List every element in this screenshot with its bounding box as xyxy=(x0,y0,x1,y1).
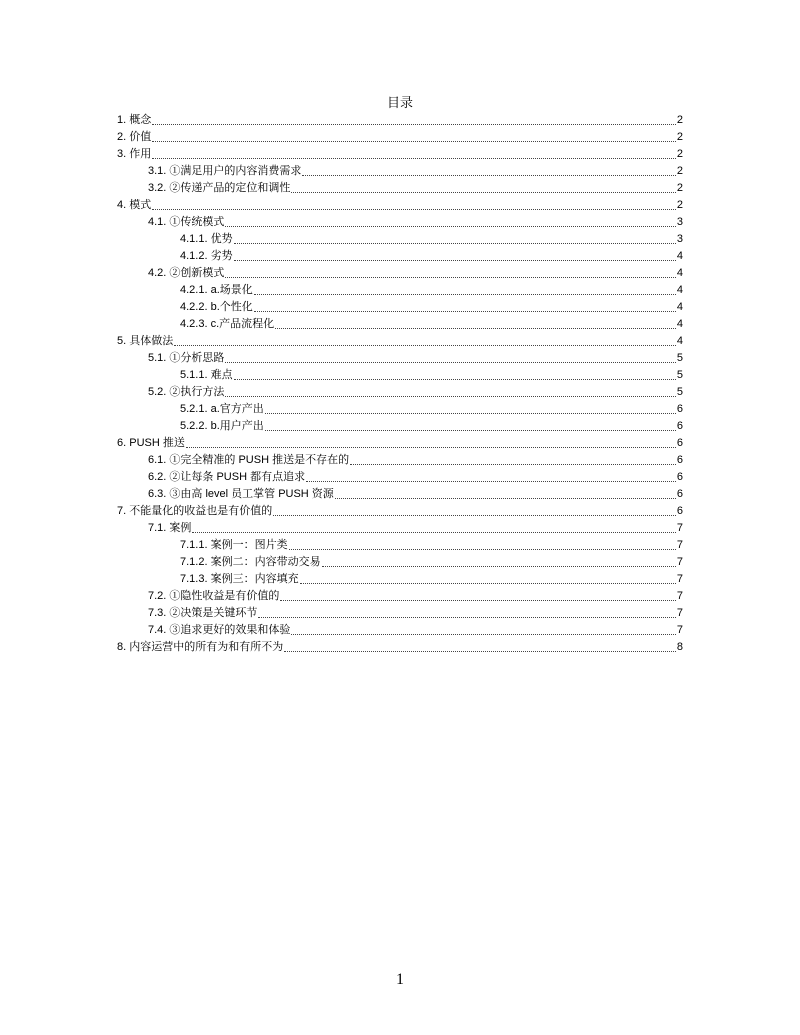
toc-dot-leader xyxy=(300,583,676,584)
toc-entry-label: 4.1.2. 劣势 xyxy=(180,250,233,262)
toc-dot-leader xyxy=(234,260,676,261)
toc-entry-label: 5.1.1. 难点 xyxy=(180,369,233,381)
toc-entry[interactable] xyxy=(117,180,683,197)
toc-entry-page-number: 4 xyxy=(676,301,683,313)
toc-entry-label: 7.2. ①隐性收益是有价值的 xyxy=(148,590,280,602)
toc-entry-page-number: 4 xyxy=(676,318,683,330)
toc-entry[interactable] xyxy=(117,639,683,656)
toc-entry-page-number: 2 xyxy=(676,114,683,126)
toc-entry-page-number: 2 xyxy=(676,165,683,177)
toc-dot-leader xyxy=(265,430,676,431)
toc-entry-page-number: 5 xyxy=(676,352,683,364)
toc-dot-leader xyxy=(192,532,675,533)
toc-entry-page-number: 7 xyxy=(676,624,683,636)
toc-entry-label: 6.1. ①完全精准的 PUSH 推送是不存在的 xyxy=(148,454,350,466)
toc-dot-leader xyxy=(254,311,676,312)
page-number: 1 xyxy=(396,971,404,988)
toc-entry-page-number: 7 xyxy=(676,522,683,534)
toc-entry-page-number: 7 xyxy=(676,539,683,551)
toc-entry-label: 6.2. ②让每条 PUSH 都有点追求 xyxy=(148,471,306,483)
toc-entry[interactable] xyxy=(117,401,683,418)
toc-entry[interactable] xyxy=(117,146,683,163)
toc-dot-leader xyxy=(302,175,675,176)
toc-entry[interactable] xyxy=(117,605,683,622)
toc-entry-page-number: 4 xyxy=(676,250,683,262)
toc-dot-leader xyxy=(225,226,675,227)
toc-entry-label: 1. 概念 xyxy=(117,114,152,126)
toc-entry[interactable] xyxy=(117,520,683,537)
toc-title: 目录 xyxy=(386,95,413,110)
toc-entry-page-number: 8 xyxy=(676,641,683,653)
toc-entry-label: 7.1.2. 案例二：内容带动交易 xyxy=(180,556,321,568)
toc-dot-leader xyxy=(280,600,675,601)
toc-entry[interactable] xyxy=(117,248,683,265)
toc-entry[interactable] xyxy=(117,299,683,316)
toc-entry-page-number: 6 xyxy=(676,403,683,415)
toc-dot-leader xyxy=(174,345,676,346)
toc-entry-label: 6.3. ③由高 level 员工掌管 PUSH 资源 xyxy=(148,488,334,500)
toc-entry[interactable] xyxy=(117,163,683,180)
toc-entry-page-number: 6 xyxy=(676,437,683,449)
toc-dot-leader xyxy=(335,498,676,499)
table-of-contents xyxy=(117,112,683,656)
toc-entry-label: 5.2. ②执行方法 xyxy=(148,386,225,398)
toc-entry-label: 4. 模式 xyxy=(117,199,152,211)
toc-entry-page-number: 6 xyxy=(676,505,683,517)
toc-dot-leader xyxy=(306,481,676,482)
toc-entry-label: 7.1. 案例 xyxy=(148,522,192,534)
toc-entry-label: 8. 内容运营中的所有为和有所不为 xyxy=(117,641,284,653)
toc-entry-label: 4.2. ②创新模式 xyxy=(148,267,225,279)
toc-entry-page-number: 2 xyxy=(676,131,683,143)
toc-entry-page-number: 2 xyxy=(676,199,683,211)
toc-dot-leader xyxy=(152,158,676,159)
toc-dot-leader xyxy=(234,243,676,244)
toc-dot-leader xyxy=(254,294,676,295)
toc-entry[interactable] xyxy=(117,486,683,503)
toc-entry[interactable] xyxy=(117,282,683,299)
toc-entry[interactable] xyxy=(117,503,683,520)
toc-entry[interactable] xyxy=(117,112,683,129)
toc-entry-label: 7.1.3. 案例三：内容填充 xyxy=(180,573,299,585)
toc-dot-leader xyxy=(265,413,676,414)
toc-dot-leader xyxy=(275,328,676,329)
toc-entry-page-number: 5 xyxy=(676,386,683,398)
toc-dot-leader xyxy=(291,634,675,635)
toc-entry[interactable] xyxy=(117,367,683,384)
toc-entry-label: 5. 具体做法 xyxy=(117,335,174,347)
toc-entry[interactable] xyxy=(117,571,683,588)
toc-entry[interactable] xyxy=(117,588,683,605)
toc-entry-label: 5.2.1. a.官方产出 xyxy=(180,403,264,415)
toc-entry[interactable] xyxy=(117,231,683,248)
toc-entry-label: 4.2.1. a.场景化 xyxy=(180,284,253,296)
toc-entry[interactable] xyxy=(117,435,683,452)
toc-entry[interactable] xyxy=(117,452,683,469)
toc-entry-label: 3.1. ①满足用户的内容消费需求 xyxy=(148,165,302,177)
toc-entry-page-number: 6 xyxy=(676,471,683,483)
toc-dot-leader xyxy=(152,124,676,125)
toc-dot-leader xyxy=(322,566,676,567)
toc-entry-page-number: 6 xyxy=(676,420,683,432)
toc-entry[interactable] xyxy=(117,316,683,333)
toc-entry[interactable] xyxy=(117,333,683,350)
toc-entry-label: 6. PUSH 推送 xyxy=(117,437,185,449)
toc-entry-page-number: 5 xyxy=(676,369,683,381)
toc-dot-leader xyxy=(284,651,676,652)
toc-entry-page-number: 3 xyxy=(676,233,683,245)
toc-entry-page-number: 7 xyxy=(676,573,683,585)
toc-entry-label: 4.2.2. b.个性化 xyxy=(180,301,253,313)
toc-entry[interactable] xyxy=(117,622,683,639)
toc-dot-leader xyxy=(273,515,676,516)
toc-entry-page-number: 6 xyxy=(676,488,683,500)
toc-entry-label: 5.2.2. b.用户产出 xyxy=(180,420,264,432)
toc-dot-leader xyxy=(234,379,676,380)
toc-entry[interactable] xyxy=(117,418,683,435)
toc-dot-leader xyxy=(186,447,676,448)
toc-entry-label: 4.1. ①传统模式 xyxy=(148,216,225,228)
toc-entry-page-number: 2 xyxy=(676,182,683,194)
toc-dot-leader xyxy=(225,362,675,363)
toc-entry[interactable] xyxy=(117,537,683,554)
toc-entry[interactable] xyxy=(117,469,683,486)
toc-dot-leader xyxy=(225,277,675,278)
toc-dot-leader xyxy=(258,617,675,618)
toc-entry-page-number: 3 xyxy=(676,216,683,228)
toc-entry-page-number: 7 xyxy=(676,556,683,568)
toc-entry-label: 4.2.3. c.产品流程化 xyxy=(180,318,275,330)
toc-dot-leader xyxy=(152,141,676,142)
toc-entry-label: 7.1.1. 案例一：图片类 xyxy=(180,539,288,551)
toc-entry[interactable] xyxy=(117,265,683,282)
toc-entry-page-number: 4 xyxy=(676,284,683,296)
toc-entry[interactable] xyxy=(117,554,683,571)
toc-entry-label: 3.2. ②传递产品的定位和调性 xyxy=(148,182,291,194)
toc-entry-page-number: 2 xyxy=(676,148,683,160)
toc-dot-leader xyxy=(291,192,675,193)
toc-entry[interactable] xyxy=(117,197,683,214)
toc-entry[interactable] xyxy=(117,350,683,367)
toc-entry-label: 4.1.1. 优势 xyxy=(180,233,233,245)
toc-entry-label: 2. 价值 xyxy=(117,131,152,143)
toc-entry-label: 7.3. ②决策是关键环节 xyxy=(148,607,258,619)
toc-dot-leader xyxy=(350,464,676,465)
toc-entry-page-number: 4 xyxy=(676,267,683,279)
toc-entry-label: 7.4. ③追求更好的效果和体验 xyxy=(148,624,291,636)
toc-dot-leader xyxy=(152,209,676,210)
toc-dot-leader xyxy=(289,549,676,550)
toc-entry-label: 3. 作用 xyxy=(117,148,152,160)
toc-entry-page-number: 7 xyxy=(676,607,683,619)
toc-entry[interactable] xyxy=(117,384,683,401)
toc-entry[interactable] xyxy=(117,214,683,231)
toc-entry-page-number: 4 xyxy=(676,335,683,347)
toc-entry-page-number: 7 xyxy=(676,590,683,602)
toc-entry[interactable] xyxy=(117,129,683,146)
toc-dot-leader xyxy=(225,396,675,397)
toc-entry-label: 7. 不能量化的收益也是有价值的 xyxy=(117,505,273,517)
toc-entry-label: 5.1. ①分析思路 xyxy=(148,352,225,364)
toc-entry-page-number: 6 xyxy=(676,454,683,466)
